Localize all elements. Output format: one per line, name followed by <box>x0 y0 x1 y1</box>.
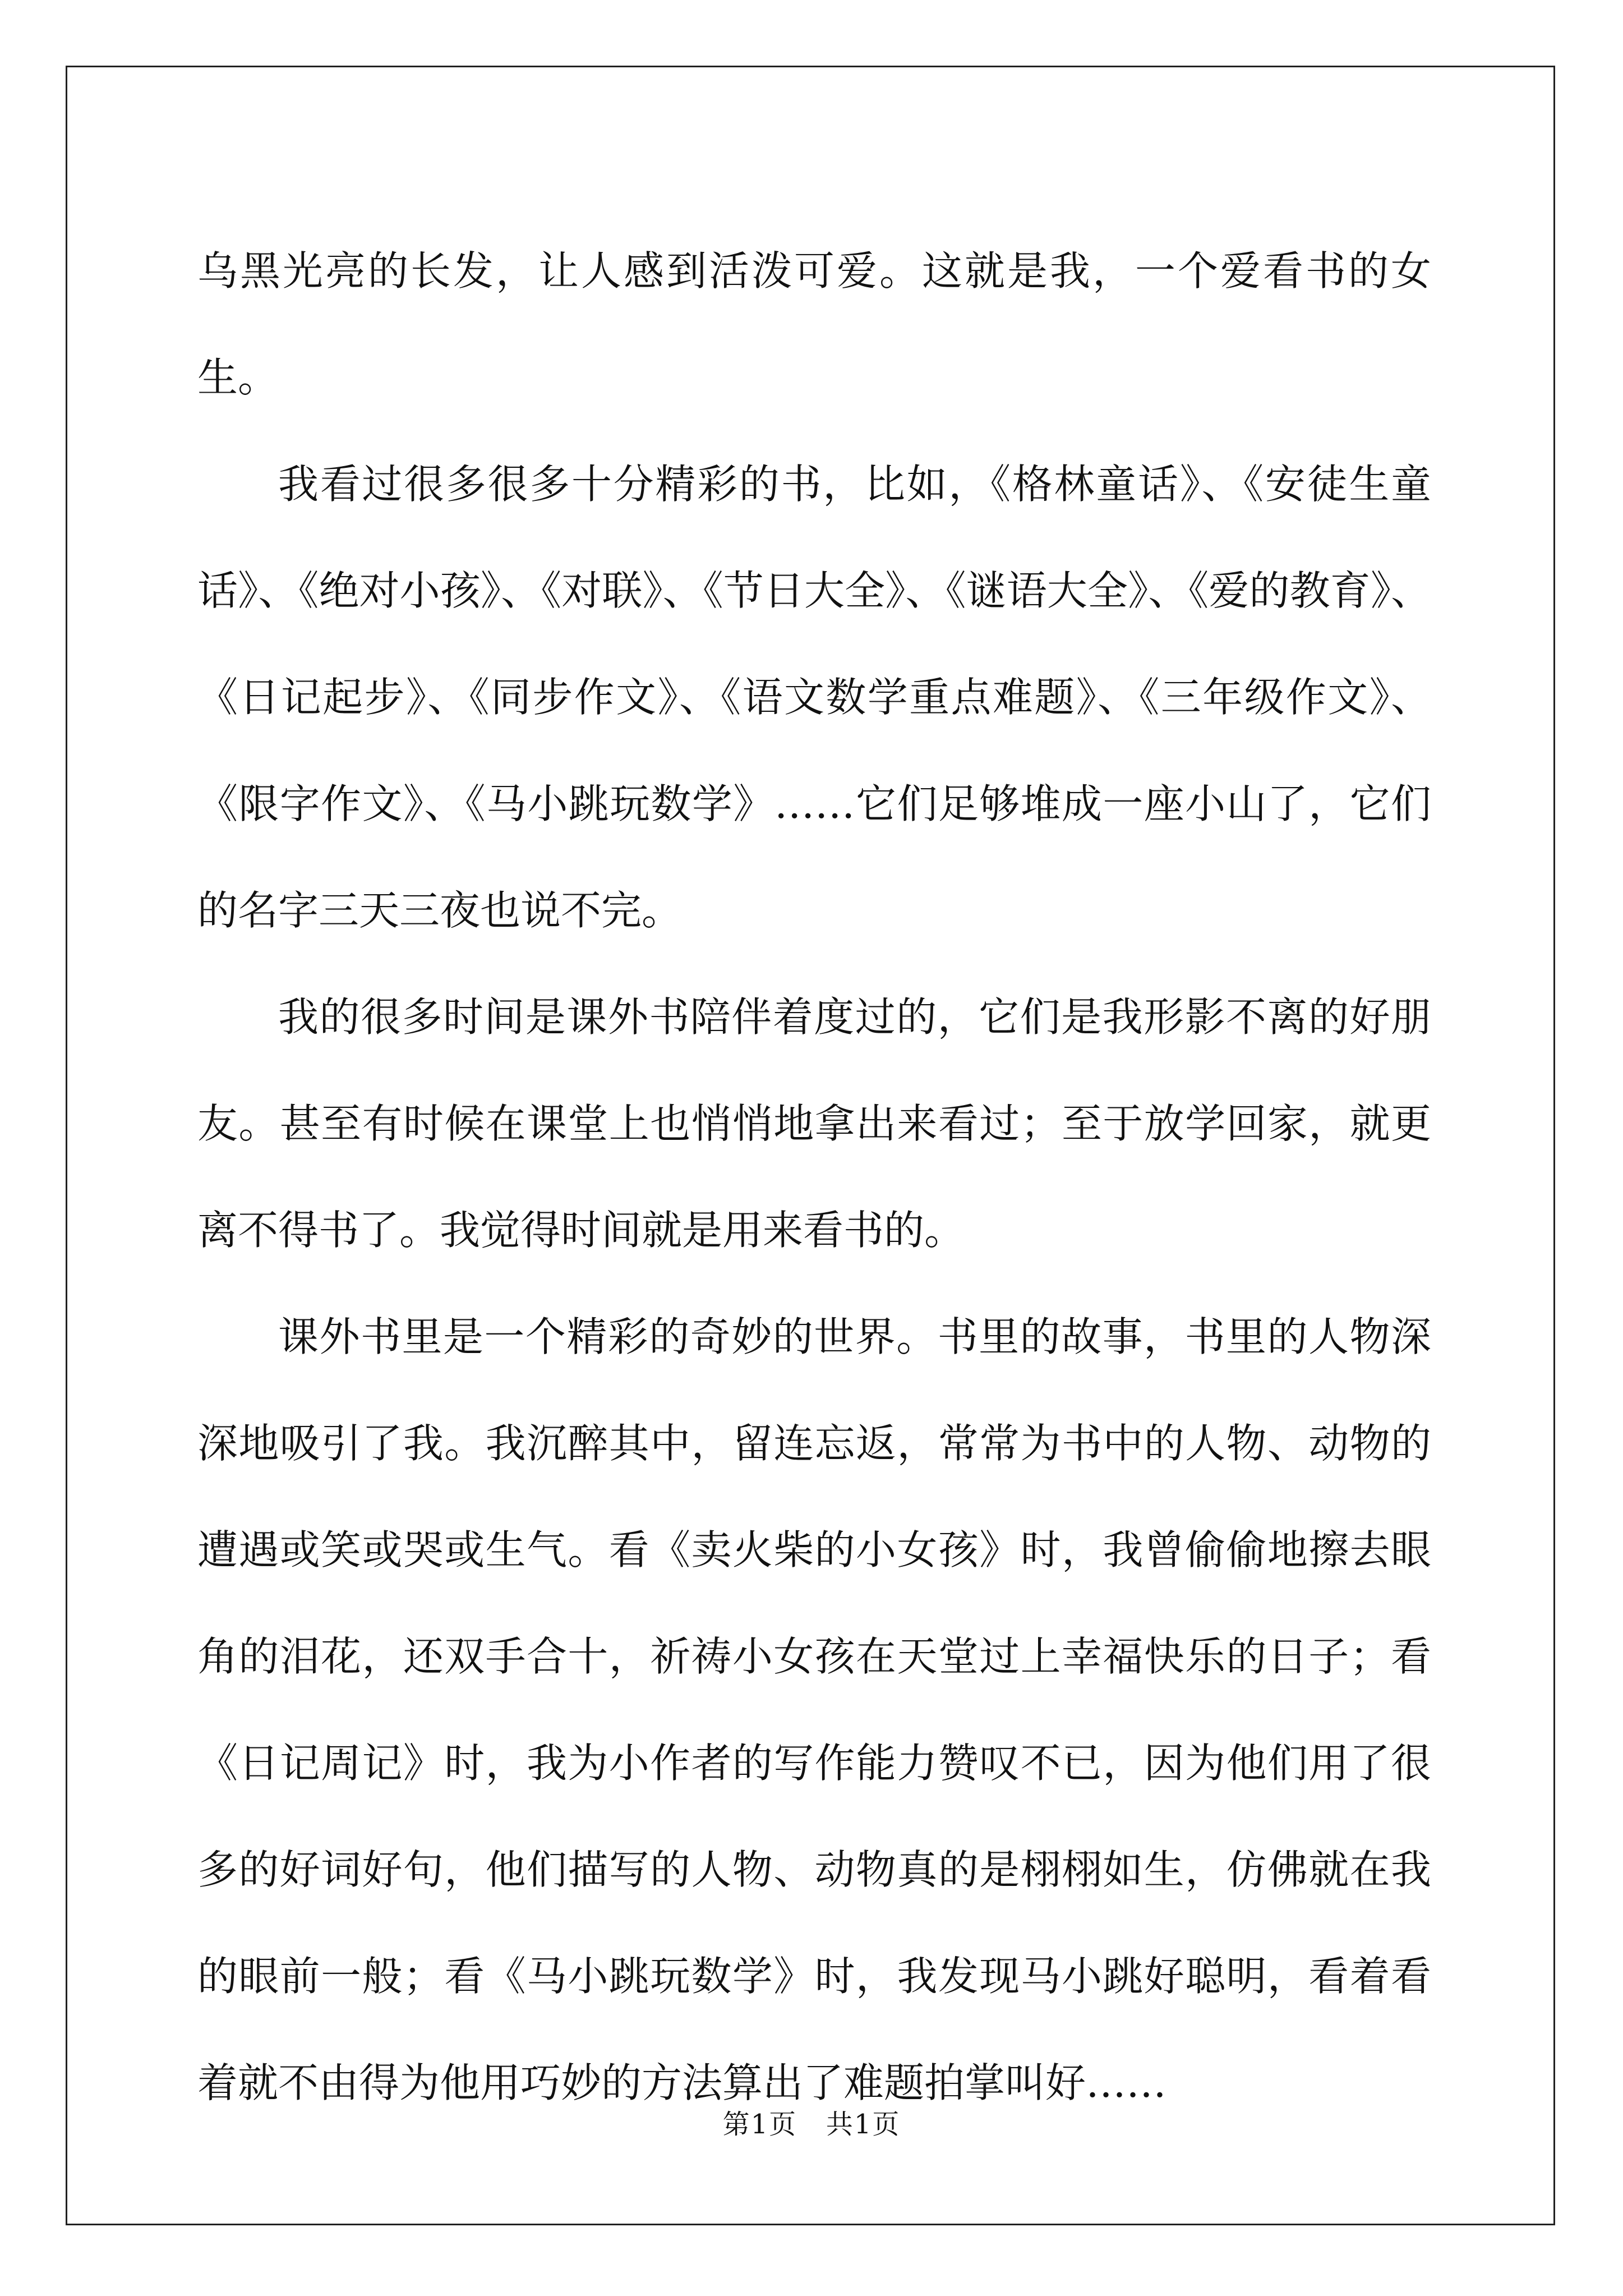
paragraph-1: 乌黑光亮的长发，让人感到活泼可爱。这就是我，一个爱看书的女生。 <box>197 247 1431 401</box>
paragraph-3: 我的很多时间是课外书陪伴着度过的，它们是我形影不离的好朋友。甚至有时候在课堂上也悄悄地拿出来看过；至于放学回家，就更离不得书了。我觉得时间就是用来看书的。 <box>197 993 1431 1254</box>
document-body <box>197 218 1431 2136</box>
paragraph-2: 我看过很多很多十分精彩的书，比如，《格林童话》、《安徒生童话》、《绝对小孩》、《对联》、《节日大全》、《谜语大全》、《爱的教育》、《日记起步》、《同步作文》、《语文数学重点难题》、《三年级作文》、《限字作文》、《马小跳玩数学》……它们足够堆成一座小山了，它们的名字三天三夜也说不完。 <box>197 461 1431 934</box>
page-number: 第1页 共1页 <box>722 2109 901 2140</box>
page-footer <box>0 2102 1623 2141</box>
paragraph-4: 课外书里是一个精彩的奇妙的世界。书里的故事，书里的人物深深地吸引了我。我沉醉其中，留连忘返，常常为书中的人物、动物的遭遇或笑或哭或生气。看《卖火柴的小女孩》时，我曾偷偷地擦去眼角的泪花，还双手合十，祈祷小女孩在天堂过上幸福快乐的日子；看《日记周记》时，我为小作者的写作能力赞叹不已，因为他们用了很多的好词好句，他们描写的人物、动物真的是栩栩如生，仿佛就在我的眼前一般；看《马小跳玩数学》时，我发现马小跳好聪明，看着看着就不由得为他用巧妙的方法算出了难题拍掌叫好…… <box>197 1313 1431 2106</box>
